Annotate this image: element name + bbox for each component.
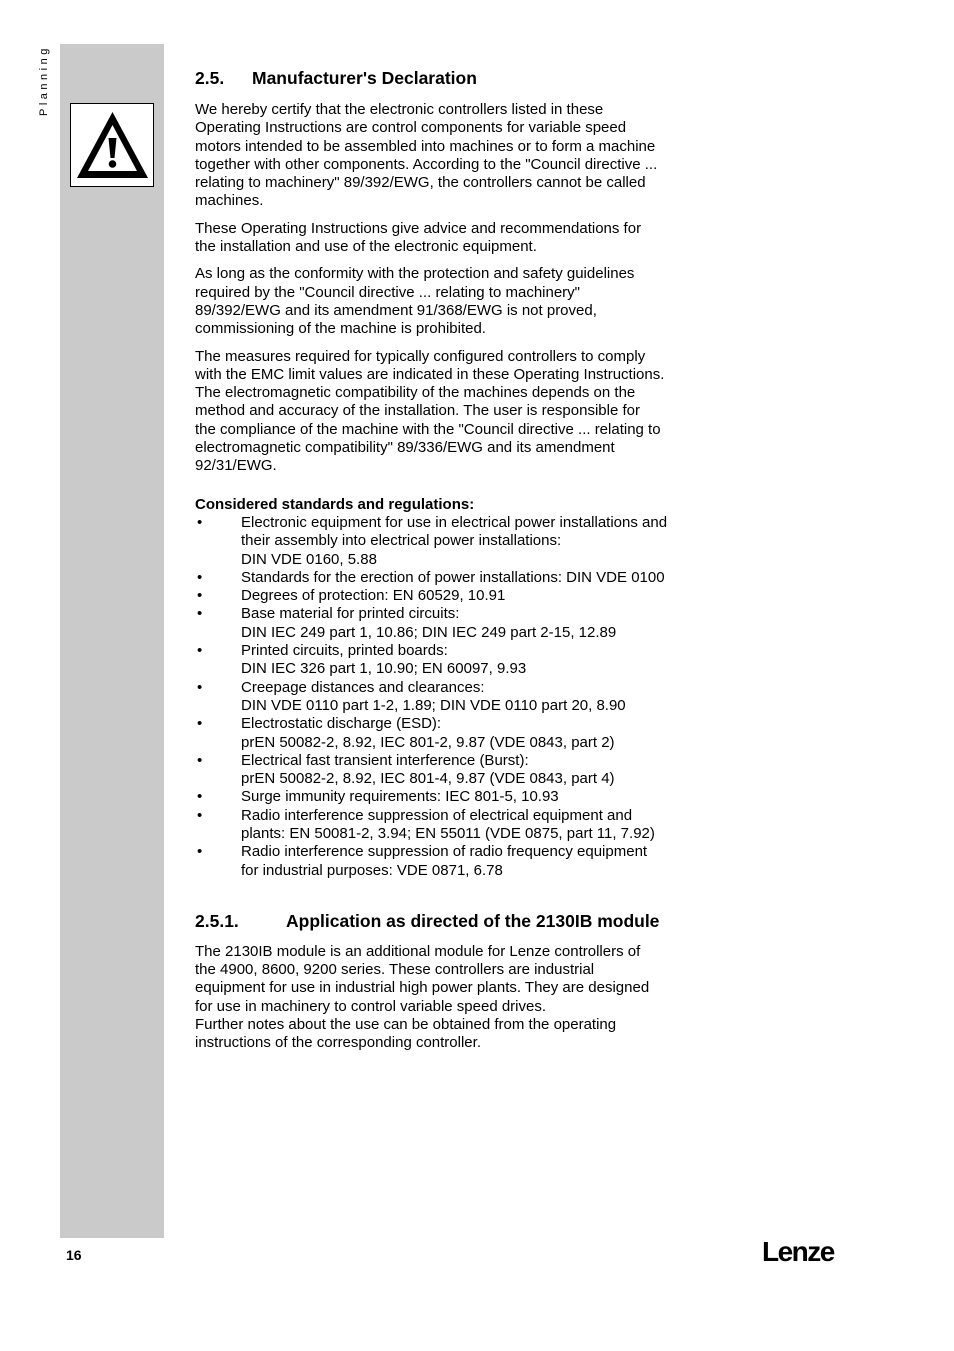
standards-item-line: for industrial purposes: VDE 0871, 6.78 [241,861,503,879]
section-paragraphs [195,101,705,476]
standards-item-line: • Degrees of protection: EN 60529, 10.91 [241,587,506,605]
standards-item [195,807,705,844]
standards-item [195,569,705,587]
paragraph-line: electromagnetic compatibility" 89/336/EWG and its amendment [195,439,615,457]
paragraph-line: relating to machinery" 89/392/EWG, the controllers cannot be called [195,174,646,192]
standards-item-line: DIN VDE 0110 part 1-2, 1.89; DIN VDE 0110 part 20, 8.90 [241,696,626,714]
paragraph-line: Operating Instructions are control components for variable speed [195,119,627,137]
standards-item-line: • Base material for printed circuits: [241,605,460,623]
standards-item-line: DIN VDE 0160, 5.88 [241,550,377,568]
subsection-line: The 2130IB module is an additional module for Lenze controllers of [195,942,641,960]
standards-item-line: • Radio interference suppression of radio frequency equipment [241,843,648,861]
warning-box [70,103,154,187]
standards-item-line: plants: EN 50081-2, 3.94; EN 55011 (VDE 0875, part 11, 7.92) [241,824,655,842]
side-label [30,44,60,124]
subsection-line: equipment for use in industrial high power plants. They are designed [195,979,650,997]
subsection-line: instructions of the corresponding controller. [195,1034,481,1052]
paragraph [195,265,705,338]
subsection-heading [195,909,705,933]
subsection-line: the 4900, 8600, 9200 series. These controllers are industrial [195,961,595,979]
paragraph-line: motors intended to be assembled into machines or to form a machine [195,137,656,155]
standards-item-line: • Surge immunity requirements: IEC 801-5, 10.93 [241,788,559,806]
paragraph-line: 92/31/EWG. [195,457,277,475]
paragraph-line: commissioning of the machine is prohibited. [195,320,486,338]
paragraph-line: 89/392/EWG and its amendment 91/368/EWG is not proved, [195,301,597,319]
page-content [195,66,705,1062]
margin-bar [60,44,164,1238]
standards-item [195,587,705,605]
standards-item [195,752,705,789]
subsection-line: for use in machinery to control variable speed drives. [195,997,547,1015]
paragraph [195,101,705,211]
standards-item [195,715,705,752]
subsection-number: 2.5.1. [195,910,239,931]
section-heading [195,66,705,90]
side-label-text: Planning [38,45,50,116]
paragraph-line: The measures required for typically configured controllers to comply [195,347,646,365]
standards-item-line: prEN 50082-2, 8.92, IEC 801-4, 9.87 (VDE 0843, part 4) [241,770,615,788]
paragraph-line: the compliance of the machine with the "Council directive ... relating to [195,420,661,438]
paragraph-line: machines. [195,192,264,210]
standards-item [195,679,705,716]
section-title: Manufacturer's Declaration [252,68,477,88]
standards-title: Considered standards and regulations: [195,495,475,513]
standards-item-line: their assembly into electrical power installations: [241,532,562,550]
warning-triangle-icon [74,108,151,184]
paragraph [195,220,705,257]
paragraph-line: As long as the conformity with the protection and safety guidelines [195,265,635,283]
standards-item-line: • Radio interference suppression of electrical equipment and [241,806,633,824]
standards-item [195,605,705,642]
subsection-title: Application as directed of the 2130IB module [286,910,660,931]
paragraph-line: These Operating Instructions give advice and recommendations for [195,219,642,237]
standards-list [195,514,705,880]
standards-item [195,843,705,880]
section-number: 2.5. [195,68,225,88]
paragraph [195,348,705,476]
standards-item-line: prEN 50082-2, 8.92, IEC 801-2, 9.87 (VDE 0843, part 2) [241,733,615,751]
standards-item-line: DIN IEC 249 part 1, 10.86; DIN IEC 249 part 2-15, 12.89 [241,623,617,641]
standards-item-line: • Electrostatic discharge (ESD): [241,715,442,733]
subsection-line: Further notes about the use can be obtained from the operating [195,1016,617,1034]
standards-item-line: • Electrical fast transient interference (Burst): [241,751,529,769]
paragraph-line: The electromagnetic compatibility of the machines depends on the [195,384,636,402]
standards-item-line: • Printed circuits, printed boards: [241,642,448,660]
lenze-logo: Lenze [762,1236,834,1267]
paragraph-line: required by the "Council directive ... relating to machinery" [195,283,580,301]
standards-item [195,788,705,806]
standards-item [195,642,705,679]
standards-item [195,514,705,569]
paragraph-line: with the EMC limit values are indicated in these Operating Instructions. [195,365,665,383]
paragraph-line: together with other components. According to the "Council directive ... [195,155,658,173]
page-number: 16 [66,1247,82,1263]
paragraph-line: method and accuracy of the installation. The user is responsible for [195,402,640,420]
standards-item-line: • Standards for the erection of power installations: DIN VDE 0100 [241,568,665,586]
standards-item-line: • Electronic equipment for use in electrical power installations and [241,513,668,531]
standards-item-line: DIN IEC 326 part 1, 10.90; EN 60097, 9.93 [241,660,527,678]
paragraph-line: We hereby certify that the electronic controllers listed in these [195,101,604,118]
standards-item-line: • Creepage distances and clearances: [241,678,485,696]
subsection-paragraph [195,943,705,1053]
paragraph-line: the installation and use of the electronic equipment. [195,238,537,256]
